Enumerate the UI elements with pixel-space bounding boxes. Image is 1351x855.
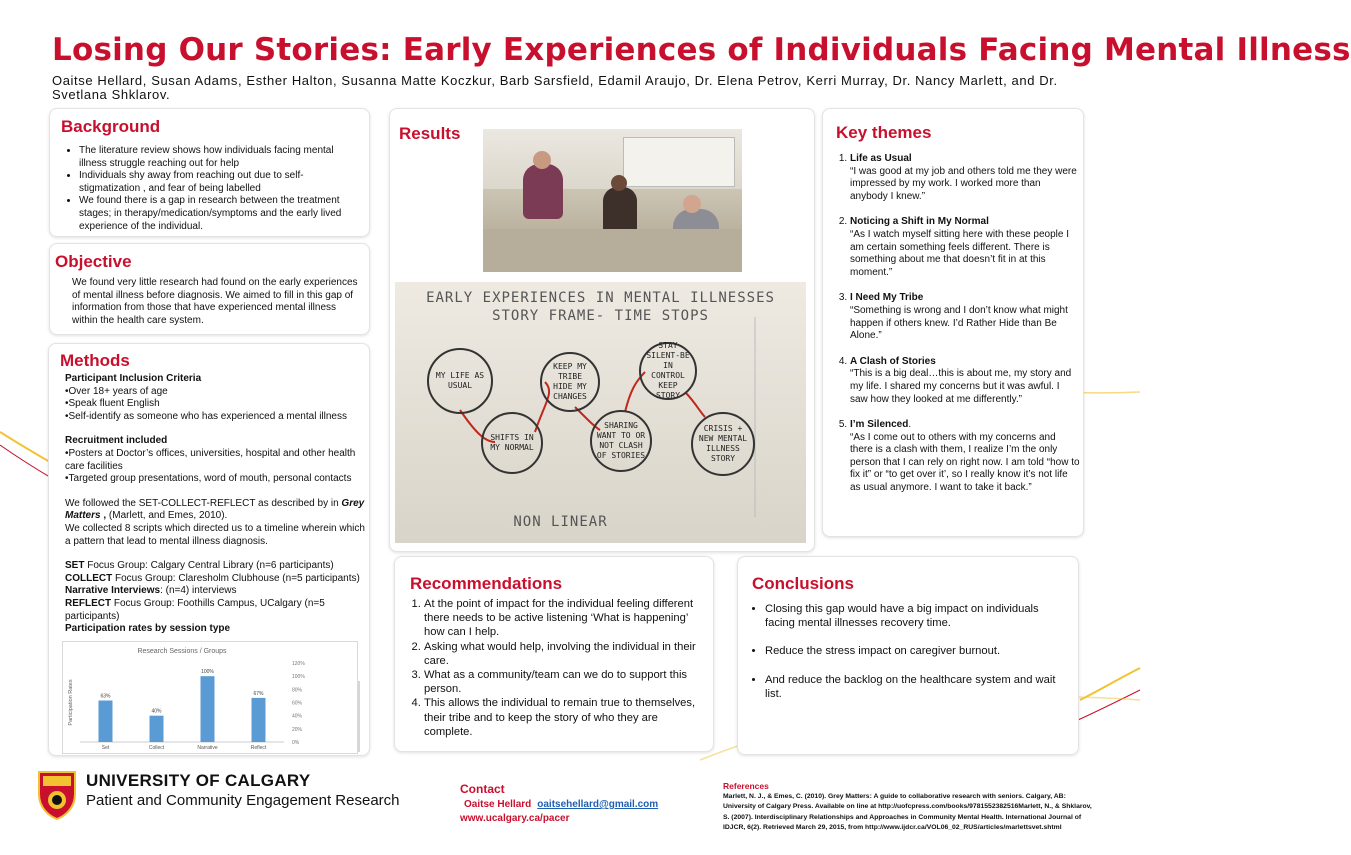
data-label: 63% (100, 693, 111, 700)
list-item: 2. Asking what would help, involving the individual in their care. (424, 640, 705, 668)
inclusion-item: •Over 18+ years of age (65, 385, 168, 397)
board-node: STAY SILENT-BE IN CONTROL KEEP STORY (639, 342, 697, 400)
references-text: Marlett, N. J., & Emes, C. (2010). Grey Matters: A guide to collaborative research with seniors. Calgary, AB: University of Calgary Press. Available on line at http://uofcpress.com/books/9781552382516Marlett, N., & Shklarov, S. (2007). Interdisciplinary Relationships and Approaches in Community Mental Health. International Journal of IDJCR, 6(2). Retrieved March 29, 2015, from http://www.ijdcr.ca/VOL06_02_RUS/articles/marlettsvet.shtml (723, 793, 1092, 832)
collect-session: COLLECT Focus Group: Claresholm Clubhouse (n=5 participants) (65, 572, 360, 584)
y-tick-label: 120% (292, 661, 305, 667)
y-tick-label: 60% (292, 700, 303, 707)
results-heading: Results (399, 124, 461, 143)
recommendations-list (409, 597, 705, 739)
board-title: EARLY EXPERIENCES IN MENTAL ILLNESSES (426, 290, 775, 306)
framework-text: We followed the SET-COLLECT-REFLECT as described by in Grey Matters , (Marlett, and Emes, 2010). (65, 497, 365, 522)
conclusions-heading: Conclusions (752, 574, 855, 593)
theme-item: 2. Noticing a Shift in My Normal “As I watch myself sitting here with these people I am certain something feels different. There is something about me that doesn’t fit in at this moment.” (850, 216, 1080, 279)
list-item: • Closing this gap would have a big impact on individuals facing mental illnesses recovery time. (765, 602, 1071, 630)
references-heading: References (723, 781, 769, 791)
bar-reflect (252, 698, 266, 742)
list-item: • We found there is a gap in research between the treatment stages; in therapy/medication/symptoms and the early lived experience of the individual. (79, 195, 364, 233)
x-tick-label: Set (101, 745, 110, 751)
recommendations-panel (394, 556, 714, 752)
board-node: KEEP MY TRIBE HIDE MY CHANGES (540, 352, 600, 412)
chart-title: Research Sessions / Groups (137, 648, 227, 655)
bar-set (99, 701, 113, 742)
participation-chart (62, 641, 358, 754)
list-item: 4. This allows the individual to remain true to themselves, their tribe and to keep the story of who they are complete. (424, 696, 705, 739)
data-label: 100% (201, 669, 214, 676)
key-themes-heading: Key themes (836, 123, 932, 142)
poster-title: Losing Our Stories: Early Experiences of Individuals Facing Mental Illness (52, 32, 1351, 68)
theme-item: 1. Life as Usual “I was good at my job and others told me they were impressed by my work. I worked more than anybody I knew.” (850, 153, 1080, 203)
bar-narrative (201, 676, 215, 742)
inclusion-item: •Speak fluent English (65, 398, 160, 410)
story-frame-board (395, 282, 806, 543)
conclusions-list (751, 602, 1071, 701)
inclusion-heading: Participant Inclusion Criteria (65, 373, 202, 384)
y-tick-label: 80% (292, 687, 303, 694)
participation-label: Participation rates by session type (65, 623, 231, 635)
x-tick-label: Collect (148, 745, 165, 751)
book-title: Grey Matters (65, 497, 365, 522)
unit-name: Patient and Community Engagement Research (86, 792, 400, 809)
x-tick-label: Narrative (197, 745, 218, 751)
university-crest-icon (37, 768, 77, 820)
data-label: 40% (151, 708, 162, 715)
objective-panel (49, 243, 370, 335)
theme-item: 5. I’m Silenced. “As I come out to others with my concerns and there is a clash with them, I realize I’m the only person that I can rely on right now. I am told “how to fix it” or “to get over it’, so I really know it’s not life as usual anymore. I want to take it back.” (850, 419, 1080, 495)
list-item: 1. At the point of impact for the individual feeling different there needs to be active listening ‘What is happening’ how can I help. (424, 597, 705, 640)
methods-heading: Methods (60, 351, 130, 370)
y-tick-label: 100% (292, 674, 305, 681)
recruitment-item: •Targeted group presentations, word of mouth, personal contacts (65, 473, 352, 485)
recommendations-heading: Recommendations (410, 574, 563, 593)
y-tick-label: 0% (292, 740, 300, 746)
reflect-session: REFLECT Focus Group: Foothills Campus, UCalgary (n=5 participants) (65, 597, 325, 622)
y-tick-label: 40% (292, 713, 303, 720)
background-panel (49, 108, 370, 237)
y-tick-label: 20% (292, 726, 303, 733)
bar-collect (150, 716, 164, 742)
objective-text: We found very little research had found on the early experiences of mental illness before diagnosis. We aimed to fill in this gap of information from those that have experienced mental illness within the health care system. (72, 277, 358, 326)
recruitment-heading: Recruitment included (65, 435, 168, 447)
results-panel (389, 108, 815, 552)
author-list: Oaitse Hellard, Susan Adams, Esther Halton, Susanna Matte Koczkur, Barb Sarsfield, Edamil Araujo, Dr. Elena Petrov, Kerri Murray, Dr. Nancy Marlett, and Dr. Svetlana Shklarov. (52, 73, 1058, 102)
key-themes-panel (822, 108, 1084, 537)
objective-heading: Objective (55, 252, 132, 271)
set-session: SET Focus Group: Calgary Central Library (n=6 participants) (65, 560, 334, 572)
list-item: • And reduce the backlog on the healthcare system and wait list. (765, 673, 1071, 701)
participation-chart-box (62, 641, 358, 754)
data-label: 67% (253, 690, 264, 697)
inclusion-item: •Self-identify as someone who has experienced a mental illness (65, 410, 347, 422)
contact-heading: Contact (460, 782, 505, 796)
background-list (64, 145, 364, 233)
theme-item: 3. I Need My Tribe “Something is wrong and I don’t know what might happen if others knew. I’d Rather Hide than Be Alone.” (850, 292, 1080, 342)
y-axis-label: Participation Rates (68, 679, 74, 726)
board-subtitle: STORY FRAME- TIME STOPS (492, 308, 709, 324)
focus-group-photo (483, 129, 742, 272)
x-tick-label: Reflect (250, 745, 267, 751)
recruitment-item: •Posters at Doctor’s offices, universities, hospital and other health care facilities (65, 447, 356, 472)
board-node: CRISIS + NEW MENTAL ILLNESS STORY (691, 412, 755, 476)
board-footer: NON LINEAR (513, 514, 608, 530)
conclusions-panel (737, 556, 1079, 755)
list-item: • Individuals shy away from reaching out due to self-stigmatization , and fear of being labelled (79, 170, 364, 195)
list-item: 3. What as a community/team can we do to support this person. (424, 668, 705, 696)
board-node: MY LIFE AS USUAL (427, 348, 493, 414)
narrative-session: Narrative Interviews: (n=4) interviews (65, 585, 237, 597)
scripts-text: We collected 8 scripts which directed us to a timeline wherein which a pattern that lead to mental illness diagnosis. (65, 522, 365, 547)
contact-website[interactable]: www.ucalgary.ca/pacer (460, 813, 570, 824)
university-name: UNIVERSITY OF CALGARY (86, 771, 311, 790)
contact-email-link[interactable]: oaitsehellard@gmail.com (537, 799, 659, 810)
background-heading: Background (61, 117, 161, 136)
list-item: • Reduce the stress impact on caregiver burnout. (765, 644, 1071, 658)
theme-item: 4. A Clash of Stories “This is a big deal…this is about me, my story and my life. I shared my concerns but it was awful. I saw how they looked at me differently.” (850, 356, 1080, 406)
board-node: SHIFTS IN MY NORMAL (481, 412, 543, 474)
contact-name: Oaitse Hellard (464, 799, 532, 810)
board-node: SHARING WANT TO OR NOT CLASH OF STORIES (590, 410, 652, 472)
list-item: • The literature review shows how individuals facing mental illness struggle reaching out for help (79, 145, 364, 170)
key-themes-list (836, 153, 1080, 495)
contact-line (460, 799, 658, 810)
